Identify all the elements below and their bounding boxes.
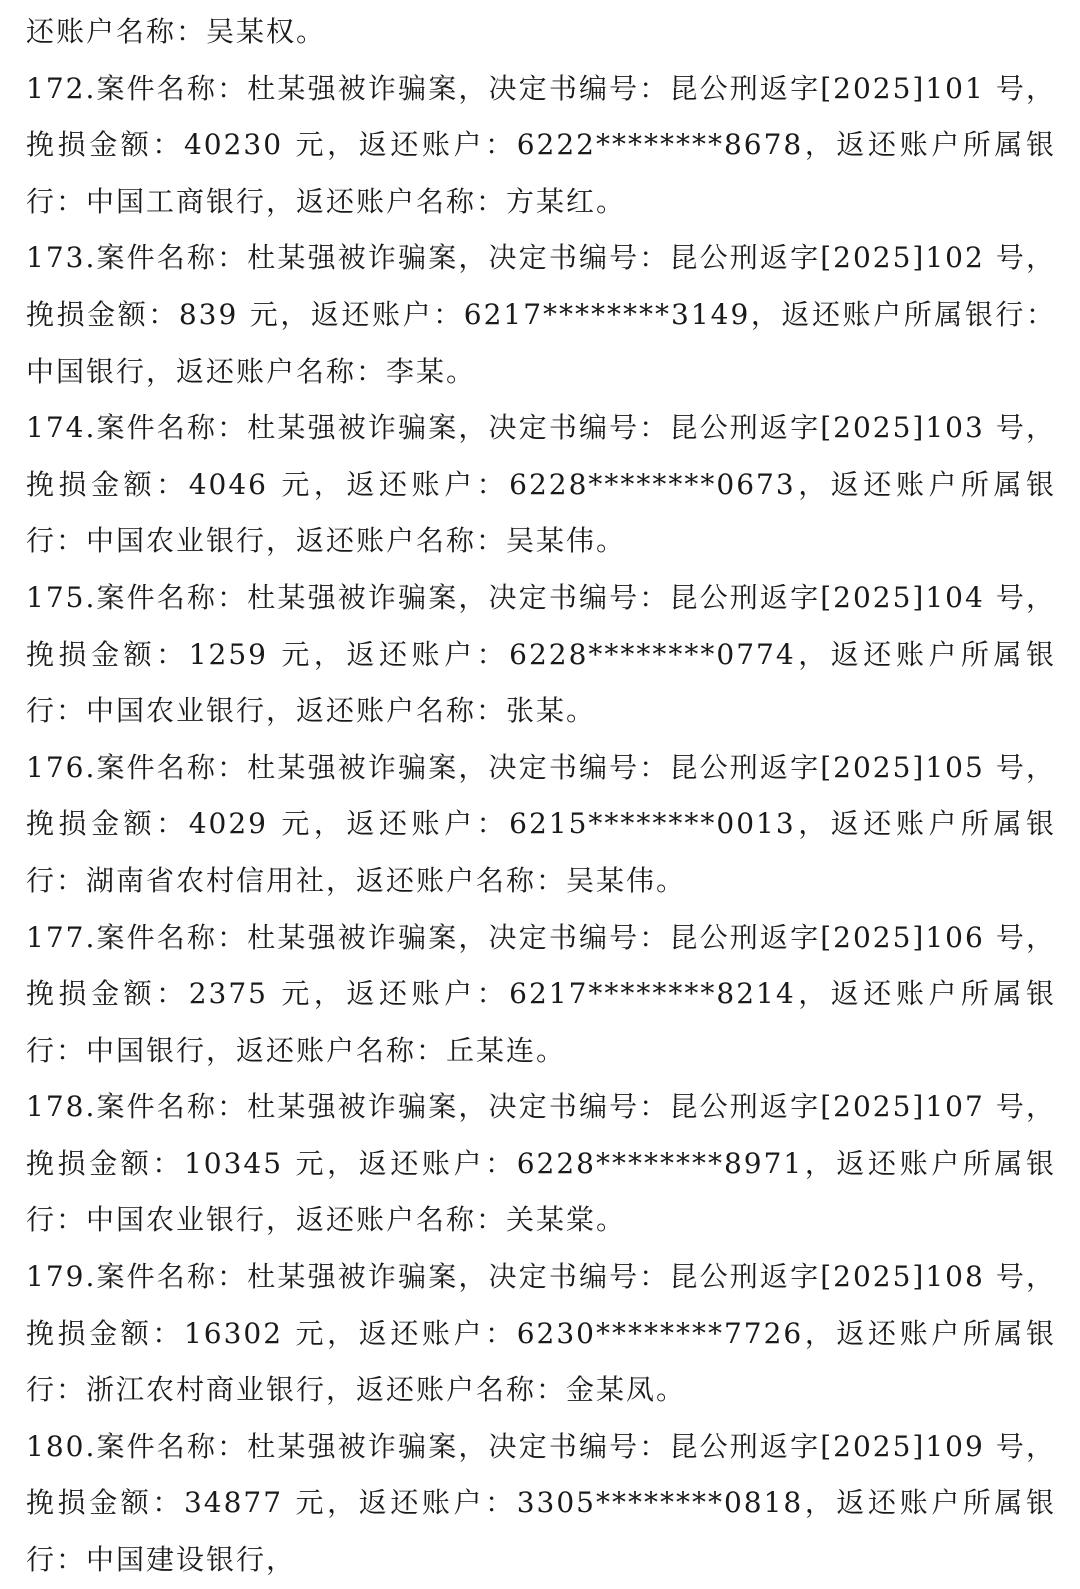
case-entry-175 [26,570,1056,740]
case-entry-173 [26,230,1056,400]
entry-text: 案件名称：杜某强被诈骗案，决定书编号：昆公刑返字[2025]105 号，挽损金额：4029 元，返还账户：6215********0013，返还账户所属银行：湖南省农村信用社，返还账户名称：吴某伟。 [26,750,1056,897]
entry-text: 案件名称：杜某强被诈骗案，决定书编号：昆公刑返字[2025]108 号，挽损金额：16302 元，返还账户：6230********7726，返还账户所属银行：浙江农村商业银行，返还账户名称：金某凤。 [26,1260,1056,1407]
entry-text: 案件名称：杜某强被诈骗案，决定书编号：昆公刑返字[2025]104 号，挽损金额：1259 元，返还账户：6228********0774，返还账户所属银行：中国农业银行，返还账户名称：张某。 [26,580,1056,728]
entry-number: 176. [26,750,97,784]
document-page [26,0,1056,1589]
entry-number: 172. [26,71,97,105]
entry-text: 案件名称：杜某强被诈骗案，决定书编号：昆公刑返字[2025]109 号，挽损金额：34877 元，返还账户：3305********0818，返还账户所属银行：中国建设银行， [26,1429,1056,1577]
entry-number: 175. [26,580,97,614]
case-entry-172 [26,61,1056,231]
case-entry-178 [26,1079,1056,1249]
entry-number: 177. [26,920,97,954]
entry-number: 178. [26,1090,97,1124]
entry-number: 174. [26,411,97,445]
entry-text: 案件名称：杜某强被诈骗案，决定书编号：昆公刑返字[2025]107 号，挽损金额：10345 元，返还账户：6228********8971，返还账户所属银行：中国农业银行，返还账户名称：关某棠。 [26,1090,1056,1237]
entry-number: 180. [26,1429,97,1463]
case-entry-176 [26,740,1056,910]
continued-entry-fragment: 还账户名称：吴某权。 [26,15,327,48]
case-entry-177 [26,910,1056,1080]
entry-text: 案件名称：杜某强被诈骗案，决定书编号：昆公刑返字[2025]101 号，挽损金额：40230 元，返还账户：6222********8678，返还账户所属银行：中国工商银行，返还账户名称：方某红。 [26,71,1056,218]
entry-number: 173. [26,241,97,275]
entry-text: 案件名称：杜某强被诈骗案，决定书编号：昆公刑返字[2025]106 号，挽损金额：2375 元，返还账户：6217********8214，返还账户所属银行：中国银行，返还账户名称：丘某连。 [26,920,1056,1067]
entry-text: 案件名称：杜某强被诈骗案，决定书编号：昆公刑返字[2025]102 号，挽损金额：839 元，返还账户：6217********3149，返还账户所属银行：中国银行，返还账户名称：李某。 [26,241,1056,388]
case-entry-174 [26,400,1056,570]
entry-number: 179. [26,1260,97,1294]
case-entry-180 [26,1419,1056,1589]
entry-text: 案件名称：杜某强被诈骗案，决定书编号：昆公刑返字[2025]103 号，挽损金额：4046 元，返还账户：6228********0673，返还账户所属银行：中国农业银行，返还账户名称：吴某伟。 [26,411,1056,558]
case-entry-179 [26,1249,1056,1419]
